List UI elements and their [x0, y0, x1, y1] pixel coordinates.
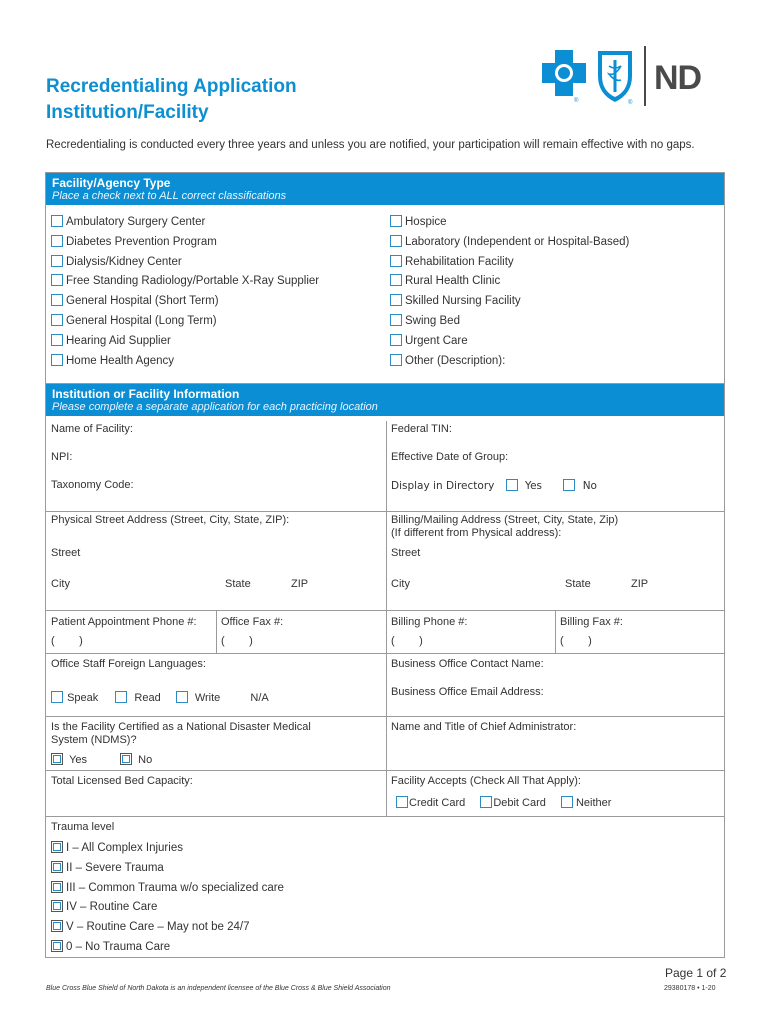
trauma-option[interactable]: [51, 920, 249, 934]
write-checkbox[interactable]: [176, 691, 188, 703]
ndms-yes-label: Yes: [69, 754, 88, 766]
debit-card-checkbox[interactable]: [480, 796, 492, 808]
facility-info-section: [45, 383, 725, 958]
write-label: Write: [194, 692, 221, 704]
facility-type-label: Diabetes Prevention Program: [66, 235, 217, 248]
facility-type-checkbox[interactable]: [390, 314, 402, 326]
facility-type-option[interactable]: [51, 294, 219, 307]
trauma-level-label: Trauma level: [51, 821, 115, 833]
facility-type-label: Ambulatory Surgery Center: [66, 216, 206, 228]
logo-text: ND: [654, 59, 702, 97]
facility-type-label: Hospice: [405, 216, 447, 228]
billing-zip-label: ZIP: [631, 578, 649, 590]
trauma-option[interactable]: [51, 861, 164, 875]
facility-type-option[interactable]: [51, 354, 174, 367]
billing-fax-area: ( ): [560, 635, 592, 647]
title-line-1: Recredentialing Application: [46, 76, 297, 97]
facility-type-checkbox[interactable]: [51, 274, 63, 286]
credit-card-checkbox[interactable]: [396, 796, 408, 808]
facility-type-label: Home Health Agency: [66, 354, 175, 367]
facility-type-label: Dialysis/Kidney Center: [66, 255, 182, 268]
facility-type-label: Other (Description):: [405, 354, 506, 367]
facility-type-option[interactable]: [390, 255, 514, 268]
row-divider: [46, 716, 724, 717]
bcbs-logo: [540, 46, 730, 108]
physical-street-label: Street: [51, 547, 81, 559]
facility-type-label: Swing Bed: [405, 315, 460, 327]
facility-type-option[interactable]: [390, 274, 500, 287]
facility-type-option[interactable]: [51, 255, 182, 268]
ndms-yes-checkbox[interactable]: [51, 753, 63, 765]
chief-admin-label: Name and Title of Chief Administrator:: [391, 721, 577, 733]
facility-type-header: [46, 173, 724, 205]
facility-type-option[interactable]: [390, 294, 521, 307]
page-number: Page 1 of 2: [665, 966, 727, 980]
billing-city-label: City: [391, 578, 410, 590]
column-divider: [386, 421, 387, 816]
facility-type-checkbox[interactable]: [390, 294, 402, 306]
speak-checkbox[interactable]: [51, 691, 63, 703]
billing-phone-label: Billing Phone #:: [391, 616, 468, 628]
facility-type-checkbox[interactable]: [51, 235, 63, 247]
ndms-no-checkbox[interactable]: [120, 753, 132, 765]
ndms-options: [51, 753, 152, 767]
accepts-options: [396, 796, 611, 810]
business-email-label: Business Office Email Address:: [391, 686, 544, 698]
facility-info-header: [46, 384, 724, 416]
facility-type-option[interactable]: [390, 354, 505, 367]
trauma-option[interactable]: [51, 940, 170, 954]
row-divider: [46, 511, 724, 512]
office-fax-area: ( ): [221, 635, 253, 647]
trauma-option-label: V – Routine Care – May not be 24/7: [66, 921, 250, 934]
trauma-option[interactable]: [51, 900, 157, 914]
billing-street-label: Street: [391, 547, 421, 559]
language-options: [51, 691, 269, 705]
cross-shield-icon: [540, 46, 644, 108]
facility-type-checkbox[interactable]: [51, 294, 63, 306]
directory-no-label: No: [582, 480, 597, 492]
facility-type-option[interactable]: [51, 274, 319, 287]
ndms-line-2: System (NDMS)?: [51, 734, 137, 746]
patient-phone-area: ( ): [51, 635, 83, 647]
facility-type-label: Rural Health Clinic: [405, 275, 501, 288]
row-divider: [46, 770, 724, 771]
trauma-checkbox[interactable]: [51, 920, 63, 932]
facility-type-checkbox[interactable]: [390, 235, 402, 247]
facility-type-checkbox[interactable]: [390, 215, 402, 227]
facility-type-checkbox[interactable]: [390, 354, 402, 366]
physical-address-label: Physical Street Address (Street, City, State, ZIP):: [51, 514, 290, 526]
facility-type-label: Laboratory (Independent or Hospital-Based): [405, 235, 630, 248]
directory-yes-checkbox[interactable]: [506, 479, 518, 491]
facility-type-checkbox[interactable]: [390, 274, 402, 286]
display-directory-row: [391, 479, 597, 493]
svg-text:®: ®: [628, 100, 633, 106]
facility-type-option[interactable]: [51, 334, 171, 347]
facility-type-option[interactable]: [51, 314, 217, 327]
billing-address-label: [391, 514, 618, 540]
facility-type-label: Urgent Care: [405, 334, 468, 347]
trauma-option[interactable]: [51, 881, 284, 895]
facility-type-option[interactable]: [390, 235, 629, 248]
accepts-label: Facility Accepts (Check All That Apply):: [391, 775, 581, 787]
facility-type-checkbox[interactable]: [51, 255, 63, 267]
facility-type-section: [45, 172, 725, 384]
billing-fax-label: Billing Fax #:: [560, 616, 623, 628]
facility-type-label: Hearing Aid Supplier: [66, 334, 171, 347]
credit-card-label: Credit Card: [409, 797, 466, 809]
effective-date-label: Effective Date of Group:: [391, 451, 509, 463]
speak-label: Speak: [67, 692, 99, 704]
office-fax-label: Office Fax #:: [221, 616, 284, 628]
facility-info-heading: Institution or Facility Information: [52, 387, 240, 401]
neither-checkbox[interactable]: [561, 796, 573, 808]
facility-type-label: Rehabilitation Facility: [405, 255, 514, 268]
physical-state-label: State: [225, 578, 251, 590]
trauma-option-label: III – Common Trauma w/o specialized care: [66, 881, 284, 894]
debit-card-label: Debit Card: [493, 797, 546, 809]
ndms-no-label: No: [138, 754, 153, 766]
facility-info-subheading: Please complete a separate application for each practicing location: [52, 401, 378, 413]
billing-address-line-2: (If different from Physical address):: [391, 527, 562, 539]
trauma-checkbox[interactable]: [51, 841, 63, 853]
trauma-option-label: I – All Complex Injuries: [66, 842, 183, 854]
billing-phone-area: ( ): [391, 635, 423, 647]
bed-capacity-label: Total Licensed Bed Capacity:: [51, 775, 193, 787]
page-title: [46, 74, 297, 126]
read-label: Read: [134, 692, 161, 704]
read-checkbox[interactable]: [115, 691, 127, 703]
facility-type-subheading: Place a check next to ALL correct classifications: [52, 190, 287, 202]
facility-type-option[interactable]: [51, 215, 205, 228]
footer-disclaimer: Blue Cross Blue Shield of North Dakota is an independent licensee of the Blue Cross & Blue Shield Association: [46, 985, 391, 992]
row-divider: [46, 816, 724, 817]
facility-type-label: General Hospital (Short Term): [66, 295, 219, 308]
billing-state-label: State: [565, 578, 591, 590]
trauma-option-label: II – Severe Trauma: [66, 861, 164, 874]
title-line-2: Institution/Facility: [46, 102, 209, 123]
column-divider: [555, 610, 556, 653]
neither-label: Neither: [575, 797, 612, 809]
facility-type-label: Free Standing Radiology/Portable X-Ray Supplier: [66, 275, 320, 288]
na-label: N/A: [250, 692, 269, 704]
row-divider: [46, 610, 724, 611]
facility-type-checkbox[interactable]: [390, 334, 402, 346]
facility-type-checkbox[interactable]: [51, 314, 63, 326]
name-of-facility-label: Name of Facility:: [51, 423, 133, 435]
row-divider: [46, 653, 724, 654]
facility-type-checkbox[interactable]: [51, 334, 63, 346]
column-divider: [216, 610, 217, 653]
federal-tin-label: Federal TIN:: [391, 423, 452, 435]
facility-type-checkbox[interactable]: [51, 354, 63, 366]
taxonomy-label: Taxonomy Code:: [51, 479, 134, 491]
physical-zip-label: ZIP: [291, 578, 309, 590]
facility-type-option[interactable]: [390, 215, 447, 228]
ndms-line-1: Is the Facility Certified as a National Disaster Medical: [51, 721, 311, 733]
trauma-checkbox[interactable]: [51, 900, 63, 912]
intro-text: Recredentialing is conducted every three years and unless you are notified, your participation will remain effective with no gaps.: [46, 139, 695, 151]
display-directory-label: Display in Directory: [391, 480, 495, 492]
facility-type-option[interactable]: [390, 314, 460, 327]
ndms-question: [51, 721, 311, 747]
trauma-checkbox[interactable]: [51, 940, 63, 952]
facility-type-options: [46, 205, 724, 379]
trauma-checkbox[interactable]: [51, 861, 63, 873]
directory-yes-label: Yes: [525, 480, 542, 492]
facility-type-option[interactable]: [390, 334, 468, 347]
facility-type-checkbox[interactable]: [51, 215, 63, 227]
trauma-checkbox[interactable]: [51, 881, 63, 893]
trauma-option-label: IV – Routine Care: [66, 901, 158, 914]
billing-address-line-1: Billing/Mailing Address (Street, City, State, Zip): [391, 514, 619, 526]
foreign-languages-label: Office Staff Foreign Languages:: [51, 658, 206, 670]
patient-phone-label: Patient Appointment Phone #:: [51, 616, 197, 628]
npi-label: NPI:: [51, 451, 73, 463]
facility-type-option[interactable]: [51, 235, 217, 248]
logo-divider: [644, 46, 646, 106]
facility-type-label: Skilled Nursing Facility: [405, 295, 521, 308]
registered-mark: ®: [574, 98, 579, 104]
trauma-option-label: 0 – No Trauma Care: [66, 941, 171, 953]
facility-type-label: General Hospital (Long Term): [66, 315, 217, 327]
trauma-option[interactable]: [51, 841, 183, 855]
form-code: 29380178 • 1-20: [664, 985, 716, 992]
business-contact-label: Business Office Contact Name:: [391, 658, 544, 670]
physical-city-label: City: [51, 578, 70, 590]
facility-type-checkbox[interactable]: [390, 255, 402, 267]
facility-type-heading: Facility/Agency Type: [52, 176, 171, 190]
directory-no-checkbox[interactable]: [563, 479, 575, 491]
